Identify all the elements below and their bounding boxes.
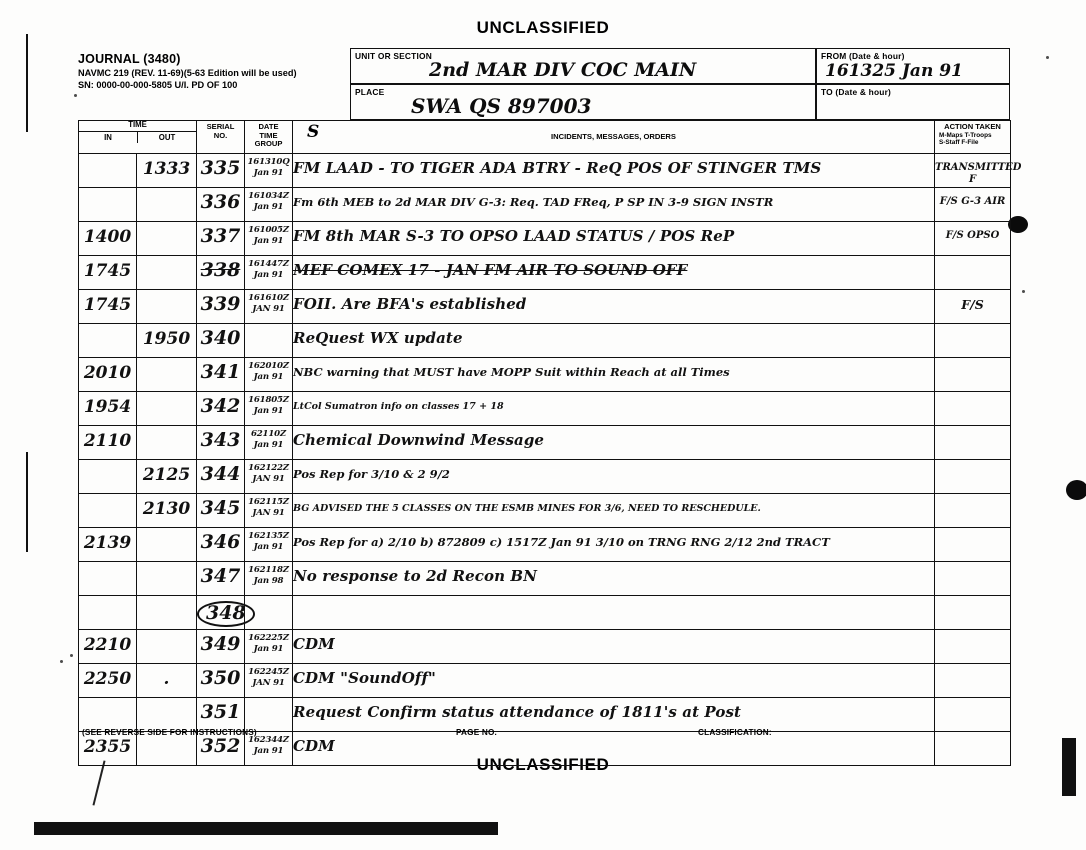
cell-time-out (137, 494, 197, 528)
serial-no-value: 343 (200, 429, 241, 451)
serial-no-value: 339 (200, 293, 241, 315)
date-time-group-value: 62110Z Jan 91 (251, 429, 286, 450)
unit-or-section-box (350, 48, 816, 84)
cell-time-out (137, 596, 197, 630)
incident-text-value: NBC warning that MUST have MOPP Suit within Reach at all Times (293, 365, 730, 379)
incident-text-value: CDM (293, 635, 335, 653)
table-row (79, 426, 1011, 460)
unit-or-section-value: 2nd MAR DIV COC MAIN (429, 59, 697, 81)
header-incidents-messages-orders (293, 121, 935, 154)
serial-no-value: 344 (200, 463, 241, 485)
date-time-group-value: 162135Z Jan 91 (248, 531, 289, 552)
time-in-value: 2210 (83, 635, 132, 655)
cell-action-taken (935, 256, 1011, 290)
scan-edge-line-left-lower (26, 452, 28, 552)
time-out-value (137, 562, 196, 569)
time-out-value (137, 256, 196, 263)
form-number: NAVMC 219 (REV. 11-69)(5-63 Edition will be used) (78, 68, 297, 78)
cell-time-in (79, 562, 137, 596)
serial-no-value: 338 (200, 259, 241, 281)
scan-edge-line-left (26, 34, 28, 132)
cell-action-taken (935, 528, 1011, 562)
time-in-value (79, 324, 136, 331)
form-header-block (78, 48, 1010, 120)
action-taken-value (935, 596, 1010, 604)
journal-identification (78, 52, 346, 90)
time-in-value (79, 460, 136, 467)
time-out-value: 1950 (142, 329, 191, 349)
header-date-time-group (245, 121, 293, 154)
cell-serial-no (197, 562, 245, 596)
date-time-group-value: 161005Z Jan 91 (248, 225, 289, 246)
table-row (79, 222, 1011, 256)
cell-action-taken (935, 290, 1011, 324)
time-out-value (137, 392, 196, 399)
cell-incident-text (293, 154, 935, 188)
cell-serial-no (197, 596, 245, 630)
date-time-group-value: 161447Z Jan 91 (248, 259, 289, 280)
cell-date-time-group (245, 528, 293, 562)
cell-time-in (79, 698, 137, 732)
cell-incident-text (293, 426, 935, 460)
time-in-value (79, 698, 136, 705)
cell-action-taken (935, 324, 1011, 358)
footer-classification: CLASSIFICATION: (698, 728, 772, 737)
table-row (79, 358, 1011, 392)
incident-text-value: Request Confirm status attendance of 1811's at Post (293, 703, 742, 721)
header-dtg-l1: DATE (258, 122, 279, 131)
table-row (79, 460, 1011, 494)
time-in-value: 1400 (83, 227, 132, 247)
cell-date-time-group (245, 222, 293, 256)
header-dtg-l2: TIME (259, 130, 278, 140)
table-row (79, 290, 1011, 324)
cell-time-in (79, 528, 137, 562)
from-datehour-label: FROM (Date & hour) (821, 51, 905, 61)
stock-number: SN: 0000-00-000-5805 U/I. PD OF 100 (78, 80, 238, 90)
cell-serial-no (197, 528, 245, 562)
cell-time-out (137, 698, 197, 732)
date-time-group-value: 161610Z JAN 91 (248, 293, 289, 314)
serial-no-value: 349 (200, 633, 241, 655)
cell-action-taken (935, 562, 1011, 596)
cell-action-taken (935, 460, 1011, 494)
date-time-group-value (245, 596, 292, 599)
cell-time-out (137, 290, 197, 324)
from-datehour-value: 161325 Jan 91 (825, 61, 963, 81)
serial-no-value: 346 (200, 531, 241, 553)
action-taken-value (935, 324, 1010, 333)
serial-no-value: 335 (200, 157, 241, 179)
journal-title: JOURNAL (3480) (78, 52, 181, 66)
cell-time-out (137, 188, 197, 222)
incident-text-value: CDM "SoundOff" (293, 669, 436, 687)
time-in-value: 1745 (83, 295, 132, 315)
table-row (79, 528, 1011, 562)
cell-serial-no (197, 392, 245, 426)
cell-action-taken (935, 698, 1011, 732)
cell-serial-no (197, 460, 245, 494)
serial-no-value: 342 (200, 395, 241, 417)
place-box (350, 84, 816, 120)
action-taken-value (935, 460, 1010, 468)
cell-action-taken (935, 392, 1011, 426)
time-out-value (137, 290, 196, 297)
classification-header-top: UNCLASSIFIED (476, 18, 610, 37)
time-out-value (137, 426, 196, 433)
cell-incident-text (293, 562, 935, 596)
action-taken-value (935, 256, 1010, 264)
cell-time-out (137, 324, 197, 358)
incident-text-value: ReQuest WX update (293, 329, 463, 347)
time-in-value: 2355 (83, 737, 132, 757)
cell-time-in (79, 426, 137, 460)
cell-serial-no (197, 358, 245, 392)
cell-serial-no (197, 222, 245, 256)
cell-date-time-group (245, 562, 293, 596)
cell-action-taken (935, 732, 1011, 766)
cell-time-out (137, 256, 197, 290)
action-taken-value (935, 664, 1010, 672)
header-serial-no (197, 121, 245, 154)
cell-incident-text (293, 460, 935, 494)
date-time-group-value: 162010Z Jan 91 (248, 361, 289, 382)
serial-no-value: 352 (200, 735, 241, 757)
cell-incident-text (293, 664, 935, 698)
cell-action-taken (935, 630, 1011, 664)
cell-time-in (79, 460, 137, 494)
cell-action-taken (935, 664, 1011, 698)
action-taken-value (935, 426, 1010, 434)
cell-action-taken (935, 154, 1022, 188)
action-taken-value (935, 392, 1010, 400)
date-time-group-value: 162245Z JAN 91 (248, 667, 289, 688)
table-row (79, 596, 1011, 630)
cell-date-time-group (245, 392, 293, 426)
time-out-value (137, 528, 196, 535)
table-row (79, 256, 1011, 290)
cell-serial-no (197, 290, 245, 324)
section-s-annotation: S (307, 122, 320, 142)
time-in-value (79, 562, 136, 569)
cell-action-taken (935, 358, 1011, 392)
time-in-value (79, 596, 136, 603)
header-action-l2: M-Maps T-Troops (939, 131, 992, 139)
time-out-value: 2130 (142, 499, 191, 519)
serial-no-value: 340 (200, 327, 241, 349)
action-taken-value (935, 528, 1010, 536)
time-in-value: 2250 (83, 669, 132, 689)
action-taken-value (935, 698, 1010, 706)
incident-text-value: No response to 2d Recon BN (293, 567, 538, 585)
cell-incident-text (293, 494, 935, 528)
scan-speck-a (74, 94, 77, 97)
serial-no-value: 337 (200, 225, 241, 247)
cell-incident-text (293, 392, 935, 426)
cell-serial-no (197, 154, 245, 188)
cell-incident-text (293, 630, 935, 664)
cell-incident-text (293, 528, 935, 562)
header-time-out: OUT (158, 132, 176, 142)
scan-edge-bar-bottom (34, 822, 498, 835)
to-datehour-box (816, 84, 1010, 120)
time-out-value (137, 188, 196, 195)
cell-incident-text (293, 256, 935, 290)
cell-time-in (79, 358, 137, 392)
cell-serial-no (197, 426, 245, 460)
time-out-value (137, 596, 196, 603)
time-in-value: 2139 (83, 533, 132, 553)
cell-time-out (137, 460, 197, 494)
cell-serial-no (197, 188, 245, 222)
incident-text-value: Chemical Downwind Message (293, 431, 545, 449)
serial-no-value: 336 (200, 191, 241, 213)
time-out-value: 2125 (142, 465, 191, 485)
cell-serial-no (197, 630, 245, 664)
scan-speck-b (70, 654, 73, 657)
cell-incident-text (293, 732, 935, 766)
incident-text-value: CDM (293, 737, 335, 755)
action-taken-value (935, 358, 1010, 366)
cell-date-time-group (245, 494, 293, 528)
incident-text-value (293, 596, 934, 603)
classification-header-bottom: UNCLASSIFIED (476, 755, 610, 774)
scan-speck-d (1046, 56, 1049, 59)
time-out-value (137, 630, 196, 637)
place-label: PLACE (355, 87, 385, 97)
time-out-value: . (163, 669, 170, 689)
cell-time-in (79, 630, 137, 664)
action-taken-value (935, 732, 1010, 740)
date-time-group-value: 161034Z Jan 91 (248, 191, 289, 212)
cell-time-in (79, 222, 137, 256)
cell-serial-no (197, 256, 245, 290)
action-taken-value (935, 562, 1010, 570)
table-row (79, 392, 1011, 426)
journal-entries-table (78, 120, 1022, 766)
table-row (79, 664, 1011, 698)
table-row (79, 188, 1011, 222)
header-action-l1: ACTION TAKEN (944, 122, 1001, 131)
incident-text-value: BG ADVISED THE 5 CLASSES ON THE ESMB MINES FOR 3/6, NEED TO RESCHEDULE. (293, 503, 761, 514)
cell-incident-text (293, 698, 935, 732)
date-time-group-value: 162344Z Jan 91 (248, 735, 289, 756)
time-out-value (137, 698, 196, 705)
cell-incident-text (293, 324, 935, 358)
cell-serial-no (197, 494, 245, 528)
serial-no-value: 345 (200, 497, 241, 519)
incident-text-value: Pos Rep for a) 2/10 b) 872809 c) 1517Z Jan 91 3/10 on TRNG RNG 2/12 2nd TRACT (293, 535, 830, 549)
date-time-group-value: 162225Z Jan 91 (248, 633, 289, 654)
date-time-group-value: 162118Z Jan 98 (248, 565, 289, 586)
header-time-label: TIME (79, 121, 196, 132)
cell-time-out (137, 630, 197, 664)
date-time-group-value (245, 698, 292, 701)
date-time-group-value: 161805Z Jan 91 (248, 395, 289, 416)
action-taken-value (935, 494, 1010, 502)
header-serial-l2: NO. (213, 130, 228, 140)
time-in-value (79, 494, 136, 501)
cell-date-time-group (245, 188, 293, 222)
table-row (79, 154, 1011, 188)
date-time-group-value: 161310Q Jan 91 (247, 157, 290, 178)
incident-text-value: FM LAAD - TO TIGER ADA BTRY - ReQ POS OF STINGER TMS (293, 159, 822, 177)
time-out-value: 1333 (142, 159, 191, 179)
cell-date-time-group (245, 358, 293, 392)
cell-time-in (79, 494, 137, 528)
scan-blob-upper-right (1008, 216, 1028, 233)
time-out-value (137, 358, 196, 365)
time-in-value: 1954 (83, 397, 132, 417)
table-row (79, 562, 1011, 596)
place-value: SWA QS 897003 (411, 94, 592, 118)
action-taken-value: TRANSMITTED F (935, 162, 1022, 185)
cell-serial-no (197, 664, 245, 698)
header-time-in: IN (79, 132, 138, 143)
incident-text-value: FOII. Are BFA's established (293, 295, 527, 313)
time-in-value: 1745 (83, 261, 132, 281)
action-taken-value (935, 630, 1010, 638)
unit-or-section-label: UNIT OR SECTION (355, 51, 432, 61)
scan-blob-mid-right (1066, 480, 1086, 500)
header-incidents-label: INCIDENTS, MESSAGES, ORDERS (551, 132, 676, 141)
cell-time-in (79, 188, 137, 222)
table-row (79, 630, 1011, 664)
incident-text-value: Pos Rep for 3/10 & 2 9/2 (293, 467, 450, 481)
cell-time-in (79, 256, 137, 290)
scan-speck-e (1022, 290, 1025, 293)
serial-no-value: 341 (200, 361, 241, 383)
table-row (79, 698, 1011, 732)
time-in-value (79, 154, 136, 161)
cell-time-out (137, 426, 197, 460)
header-serial-l1: SERIAL (206, 122, 235, 131)
cell-date-time-group (245, 698, 293, 732)
date-time-group-value (245, 324, 292, 327)
cell-time-out (137, 154, 197, 188)
header-dtg-l3: GROUP (254, 139, 283, 149)
cell-date-time-group (245, 256, 293, 290)
cell-incident-text (293, 596, 935, 630)
serial-no-value: 351 (200, 701, 241, 723)
header-time (79, 121, 197, 154)
header-action-l3: S-Staff F-File (939, 139, 979, 147)
cell-date-time-group (245, 460, 293, 494)
incident-text-value: FM 8th MAR S-3 TO OPSO LAAD STATUS / POS ReP (293, 227, 735, 245)
incident-text-value: MEF COMEX 17 - JAN FM AIR TO SOUND OFF (293, 261, 688, 279)
cell-time-out (137, 562, 197, 596)
cell-time-in (79, 664, 137, 698)
footer-page-no: PAGE NO. (456, 728, 498, 737)
cell-incident-text (293, 358, 935, 392)
journal-entries-body (79, 154, 1022, 766)
cell-time-out (137, 222, 197, 256)
cell-serial-no (197, 698, 245, 732)
time-in-value: 2010 (83, 363, 132, 383)
cell-action-taken (935, 596, 1011, 630)
footer-instructions: (SEE REVERSE SIDE FOR INSTRUCTIONS) (82, 728, 257, 737)
cell-date-time-group (245, 324, 293, 358)
date-time-group-value: 162115Z JAN 91 (248, 497, 289, 518)
serial-no-value: 350 (200, 667, 241, 689)
time-in-value (79, 188, 136, 195)
cell-action-taken (935, 426, 1011, 460)
table-header-row (79, 121, 1011, 154)
cell-time-in (79, 290, 137, 324)
table-row (79, 324, 1011, 358)
time-in-value: 2110 (83, 431, 132, 451)
from-datehour-box (816, 48, 1010, 84)
cell-date-time-group (245, 664, 293, 698)
serial-no-value-circled (197, 596, 244, 627)
serial-circle: 348 (197, 601, 255, 627)
cell-action-taken (935, 188, 1011, 222)
action-taken-value: F/S (961, 297, 984, 312)
cell-date-time-group (245, 154, 293, 188)
to-datehour-label: TO (Date & hour) (821, 87, 892, 97)
cell-incident-text (293, 188, 935, 222)
cell-incident-text (293, 290, 935, 324)
cell-incident-text (293, 222, 935, 256)
incident-text-value: Fm 6th MEB to 2d MAR DIV G-3: Req. TAD FReq, P SP IN 3-9 SIGN INSTR (293, 195, 774, 209)
action-taken-value: F/S OPSO (945, 230, 1000, 241)
cell-time-out (137, 528, 197, 562)
table-row (79, 494, 1011, 528)
action-taken-value: F/S G-3 AIR (939, 196, 1006, 207)
cell-time-in (79, 392, 137, 426)
cell-time-out (137, 664, 197, 698)
cell-serial-no (197, 324, 245, 358)
cell-time-in (79, 154, 137, 188)
scan-speck-c (60, 660, 63, 663)
serial-no-value: 347 (200, 565, 241, 587)
cell-time-out (137, 392, 197, 426)
cell-time-out (137, 358, 197, 392)
cell-time-in (79, 324, 137, 358)
incident-text-value: LtCol Sumatron info on classes 17 + 18 (293, 401, 504, 412)
cell-action-taken (935, 494, 1011, 528)
date-time-group-value: 162122Z JAN 91 (248, 463, 289, 484)
cell-action-taken (935, 222, 1011, 256)
cell-date-time-group (245, 290, 293, 324)
cell-date-time-group (245, 630, 293, 664)
cell-date-time-group (245, 426, 293, 460)
header-action-taken (935, 121, 1011, 154)
time-out-value (137, 222, 196, 229)
cell-time-in (79, 596, 137, 630)
